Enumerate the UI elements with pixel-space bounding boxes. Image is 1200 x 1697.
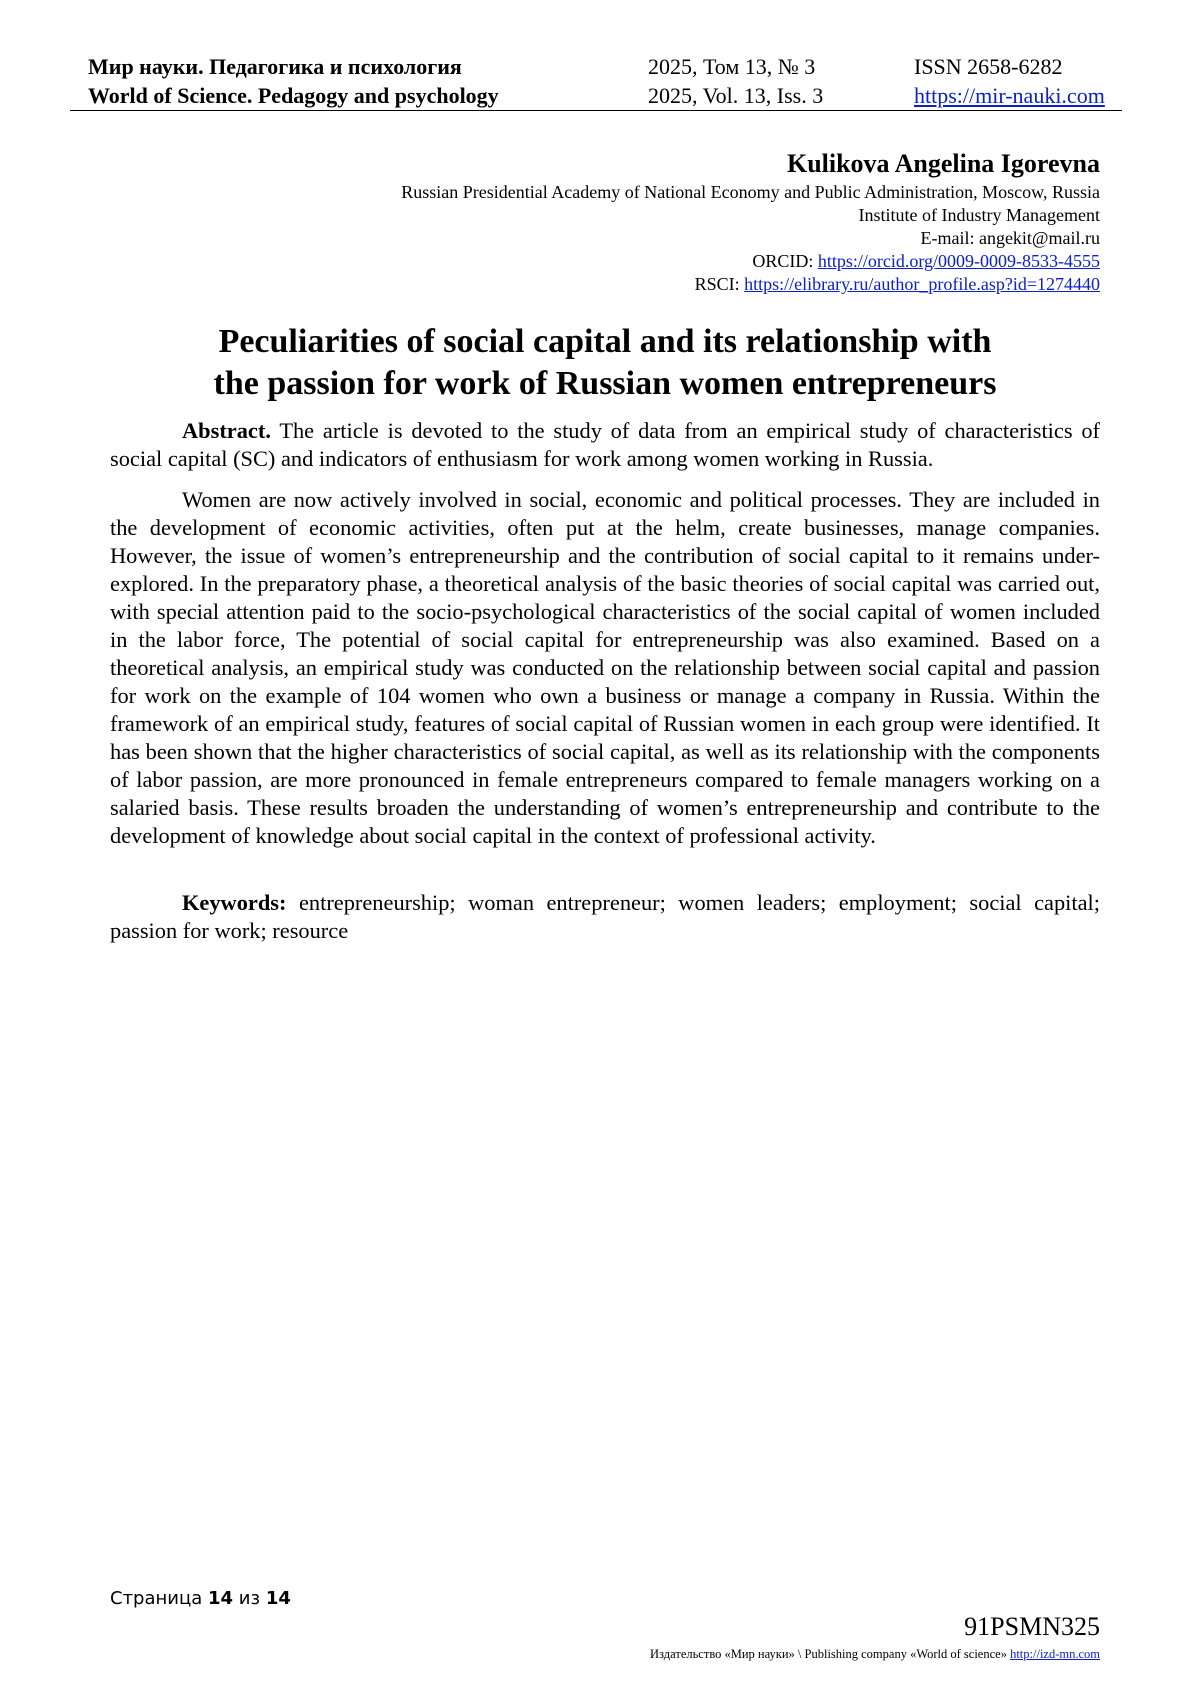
publisher-text: Издательство «Мир науки» \ Publishing company «World of science» (650, 1647, 1007, 1661)
page-current: 14 (208, 1588, 234, 1609)
abstract (110, 417, 1100, 473)
article-title-line-2: the passion for work of Russian women entrepreneurs (213, 365, 997, 402)
keywords-label: Keywords: (182, 890, 287, 915)
article-code: 91PSMN325 (964, 1612, 1100, 1641)
orcid-link[interactable]: https://orcid.org/0009-0009-8533-4555 (817, 251, 1100, 271)
keywords (110, 889, 1100, 945)
author-email: E-mail: angekit@mail.ru (920, 228, 1100, 248)
main-paragraph (110, 486, 1100, 850)
journal-link[interactable]: https://mir-nauki.com (914, 83, 1105, 108)
journal-title-ru: Мир науки. Педагогика и психология (88, 54, 462, 79)
main-paragraph-text: Women are now actively involved in social, economic and political processes. They are included in the development of economic activities, often put at the helm, create businesses, manage companies. However, the issue of women’s entrepreneurship and the contribution of social capital to it remains under-explored. In the preparatory phase, a theoretical analysis of the basic theories of social capital was carried out, with special attention paid to the socio-psychological characteristics of the social capital of women included in the labor force, The potential of social capital for entrepreneurship was also examined. Based on a theoretical analysis, an empirical study was conducted on the relationship between social capital and passion for work on the example of 104 women who own a business or manage a company in Russia. Within the framework of an empirical study, features of social capital of Russian women in each group were identified. It has been shown that the higher characteristics of social capital, as well as its relationship with the components of labor passion, are more pronounced in female entrepreneurs compared to female managers working on a salaried basis. These results broaden the understanding of women’s entrepreneurship and contribute to the development of knowledge about social capital in the context of professional activity. (110, 487, 1100, 848)
author-rsci (401, 273, 1100, 296)
page-total: 14 (265, 1588, 291, 1609)
rsci-label: RSCI: (694, 274, 740, 294)
page-of: из (238, 1588, 261, 1609)
issn-info (914, 52, 1105, 110)
abstract-label: Abstract. (182, 418, 271, 443)
abstract-text: The article is devoted to the study of data from an empirical study of characteristics of social capital (SC) and indicators of enthusiasm for work among women working in Russia. (110, 418, 1100, 471)
page-number (110, 1588, 291, 1609)
volume-info (648, 52, 823, 110)
volume-en: 2025, Vol. 13, Iss. 3 (648, 83, 824, 108)
journal-title-en: World of Science. Pedagogy and psychology (88, 83, 499, 108)
article-title (110, 321, 1100, 405)
publisher-link[interactable]: http://izd-mn.com (1010, 1647, 1100, 1661)
journal-header (70, 52, 1122, 111)
keywords-text: entrepreneurship; woman entrepreneur; women leaders; employment; social capital; passion for work; resource (110, 890, 1100, 943)
author-name: Kulikova Angelina Igorevna (786, 149, 1100, 178)
journal-title (88, 52, 499, 110)
author-orcid (401, 250, 1100, 273)
page-prefix: Страница (110, 1588, 203, 1609)
issn: ISSN 2658-6282 (914, 54, 1063, 79)
orcid-label: ORCID: (752, 251, 814, 271)
author-affiliation: Russian Presidential Academy of National Economy and Public Administration, Moscow, Russia (401, 182, 1100, 202)
volume-ru: 2025, Том 13, № 3 (648, 54, 816, 79)
author-institute: Institute of Industry Management (858, 205, 1100, 225)
rsci-link[interactable]: https://elibrary.ru/author_profile.asp?id=1274440 (744, 274, 1100, 294)
author-block (401, 147, 1100, 296)
article-title-line-1: Peculiarities of social capital and its relationship with (218, 323, 992, 360)
publisher-line (650, 1647, 1100, 1662)
